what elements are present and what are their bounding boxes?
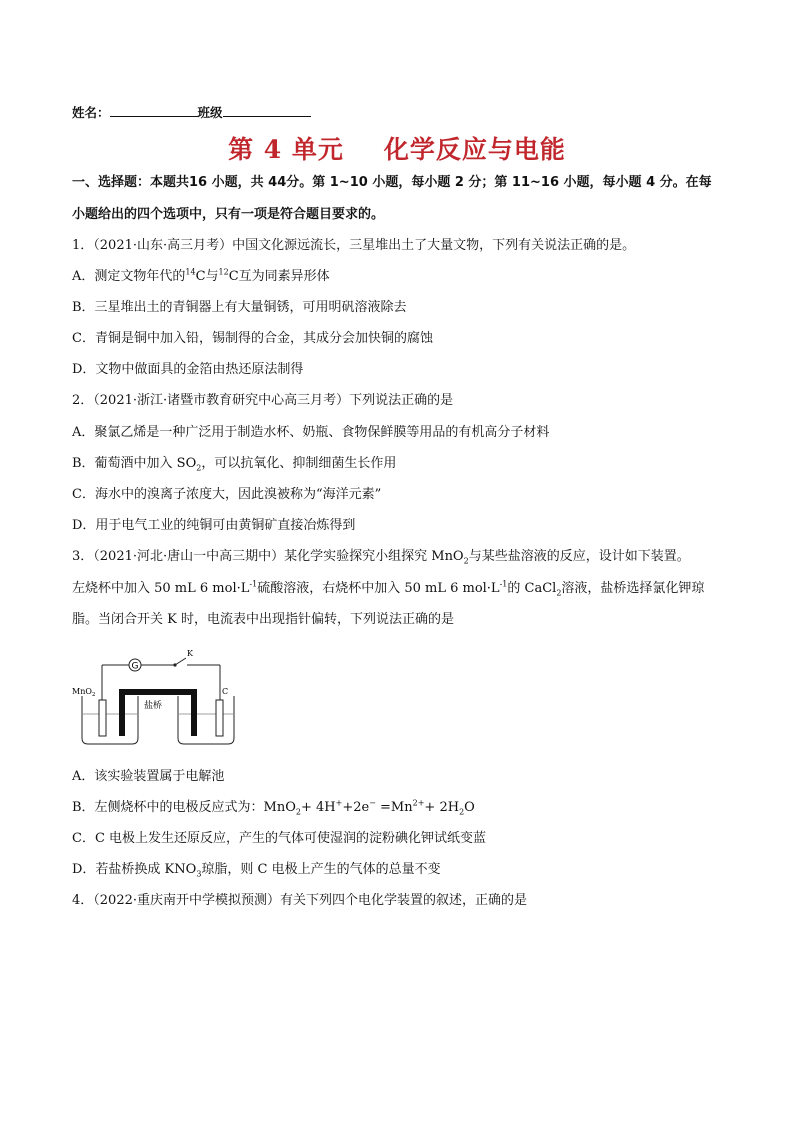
title-unit: 第 4 单元 <box>228 135 344 164</box>
page-title <box>0 130 794 166</box>
student-info-line <box>72 104 311 122</box>
q2-stem: 2．（2021·浙江·诸暨市教育研究中心高三月考）下列说法正确的是 <box>72 393 454 408</box>
q3-option-d: D．若盐桥换成 $KNO_3$琼脂，则 C 电极上产生的气体的总量不变 <box>72 862 441 879</box>
q1-option-b: B．三星堆出土的青铜器上有大量铜锈，可用明矾溶液除去 <box>72 300 407 315</box>
section-instructions-line2: 小题给出的四个选项中，只有一项是符合题目要求的。 <box>72 207 385 222</box>
q4-stem: 4．（2022·重庆南开中学模拟预测）有关下列四个电化学装置的叙述，正确的是 <box>72 893 527 908</box>
left-beaker <box>82 696 138 744</box>
class-blank[interactable] <box>223 104 311 117</box>
q3-stem-line1: 3．（2021·河北·唐山一中高三期中）某化学实验探究小组探究 MnO$_2$与某些盐溶液的反应，设计如下装置。 <box>72 549 690 566</box>
switch-icon <box>175 658 186 665</box>
q3-option-a: A．该实验装置属于电解池 <box>72 769 225 784</box>
electrochemical-cell-diagram <box>72 648 244 748</box>
q1-stem: 1．（2021·山东·高三月考）中国文化源远流长，三星堆出土了大量文物，下列有关说法正确的是。 <box>72 238 636 253</box>
q2-option-a: A．聚氯乙烯是一种广泛用于制造水杯、奶瓶、食物保鲜膜等用品的有机高分子材料 <box>72 425 550 440</box>
salt-bridge-label: 盐桥 <box>144 701 163 711</box>
q2-option-b: B．葡萄酒中加入 $SO_2$，可以抗氧化、抑制细菌生长作用 <box>72 456 397 473</box>
carbon-electrode <box>216 700 223 736</box>
q1-option-a: A．测定文物年代的$^{14}$C与$^{12}$C互为同素异形体 <box>72 267 330 284</box>
right-beaker <box>178 696 234 744</box>
q2-option-d: D．用于电气工业的纯铜可由黄铜矿直接冶炼得到 <box>72 518 356 533</box>
switch-label: K <box>187 649 193 658</box>
mno2-label: MnO$_2$ <box>72 687 96 698</box>
q3-stem-line3: 脂。当闭合开关 K 时，电流表中出现指针偏转，下列说法正确的是 <box>72 612 454 627</box>
mno2-electrode <box>99 700 106 736</box>
q3-option-b: B．左侧烧杯中的电极反应式为：$MnO_2+ 4H^++2e^- =Mn^{2+}+ 2H_2O$ <box>72 798 475 817</box>
name-label: 姓名： <box>72 105 110 120</box>
carbon-label: C <box>222 687 229 696</box>
q1-option-d: D．文物中做面具的金箔由热还原法制得 <box>72 362 304 377</box>
galvanometer-label: G <box>131 661 139 672</box>
q1-option-c: C．青铜是铜中加入铅，锡制得的合金，其成分会加快铜的腐蚀 <box>72 331 433 346</box>
q3-option-c: C．C 电极上发生还原反应，产生的气体可使湿润的淀粉碘化钾试纸变蓝 <box>72 831 487 846</box>
class-label: 班级 <box>197 105 223 120</box>
section-instructions-line1: 一、选择题：本题共16 小题，共 44分。第 1~10 小题，每小题 2 分；第 11~16 小题，每小题 4 分。在每 <box>72 175 712 190</box>
q3-stem-line2: 左烧杯中加入 50 mL 6 $mol\cdot L^{-1}$硫酸溶液，右烧杯中加入 50 mL 6 $mol\cdot L^{-1}$的 CaCl$_2$溶液，盐桥选择氯化钾琼 <box>72 579 705 598</box>
q2-option-c: C．海水中的溴离子浓度大，因此溴被称为“海洋元素” <box>72 487 382 502</box>
name-blank[interactable] <box>110 104 198 117</box>
title-topic: 化学反应与电能 <box>383 135 566 164</box>
